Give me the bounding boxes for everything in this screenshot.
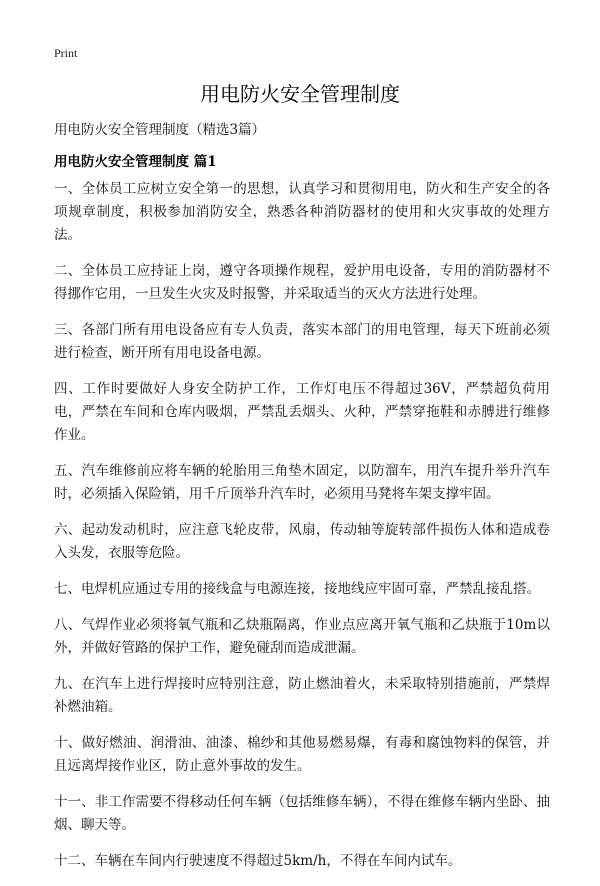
document-subtitle: 用电防火安全管理制度（精选3篇）: [54, 122, 266, 138]
paragraph-12: 十二、车辆在车间内行驶速度不得超过5km/h，不得在车间内试车。: [54, 853, 462, 869]
document-body: [54, 178, 550, 886]
paragraph-9: 九、在汽车上进行焊接时应特别注意，防止燃油着火，未采取特别措施前，严禁焊补燃油箱。: [54, 676, 550, 715]
paragraph-4: 四、工作时要做好人身安全防护工作，工作灯电压不得超过36V，严禁超负荷用电，严禁在车间和仓库内吸烟，严禁乱丢烟头、火种，严禁穿拖鞋和赤膊进行维修作业。: [54, 381, 550, 443]
paragraph-2: 二、全体员工应持证上岗，遵守各项操作规程，爱护用电设备，专用的消防器材不得挪作它用，一旦发生火灾及时报警，并采取适当的灭火方法进行处理。: [54, 263, 550, 302]
paragraph-11: 十一、非工作需要不得移动任何车辆（包括维修车辆），不得在维修车辆内坐卧、抽烟、聊天等。: [54, 794, 550, 833]
paragraph-7: 七、电焊机应通过专用的接线盒与电源连接，接地线应牢固可靠，严禁乱接乱搭。: [54, 581, 540, 597]
section-heading: 用电防火安全管理制度 篇1: [54, 154, 217, 170]
document-title: 用电防火安全管理制度: [200, 82, 400, 106]
paragraph-5: 五、汽车维修前应将车辆的轮胎用三角垫木固定，以防溜车，用汽车提升举升汽车时，必须插入保险销，用千斤顶举升汽车时，必须用马凳将车架支撑牢固。: [54, 463, 550, 502]
paragraph-1: 一、全体员工应树立安全第一的思想，认真学习和贯彻用电，防火和生产安全的各项规章制度，积极参加消防安全，熟悉各种消防器材的使用和火灾事故的处理方法。: [54, 181, 550, 243]
paragraph-10: 十、做好燃油、润滑油、油漆、棉纱和其他易燃易爆，有毒和腐蚀物料的保管，并且远离焊接作业区，防止意外事故的发生。: [54, 735, 550, 774]
paragraph-8: 八、气焊作业必须将氧气瓶和乙炔瓶隔离，作业点应离开氧气瓶和乙炔瓶于10m以外，并做好管路的保护工作，避免碰刮而造成泄漏。: [54, 617, 550, 656]
paragraph-6: 六、起动发动机时，应注意飞轮皮带，风扇，传动轴等旋转部件损伤人体和造成卷入头发，衣服等危险。: [54, 522, 550, 561]
print-label: Print: [54, 46, 78, 60]
paragraph-3: 三、各部门所有用电设备应有专人负责，落实本部门的用电管理，每天下班前必须进行检查，断开所有用电设备电源。: [54, 322, 550, 361]
